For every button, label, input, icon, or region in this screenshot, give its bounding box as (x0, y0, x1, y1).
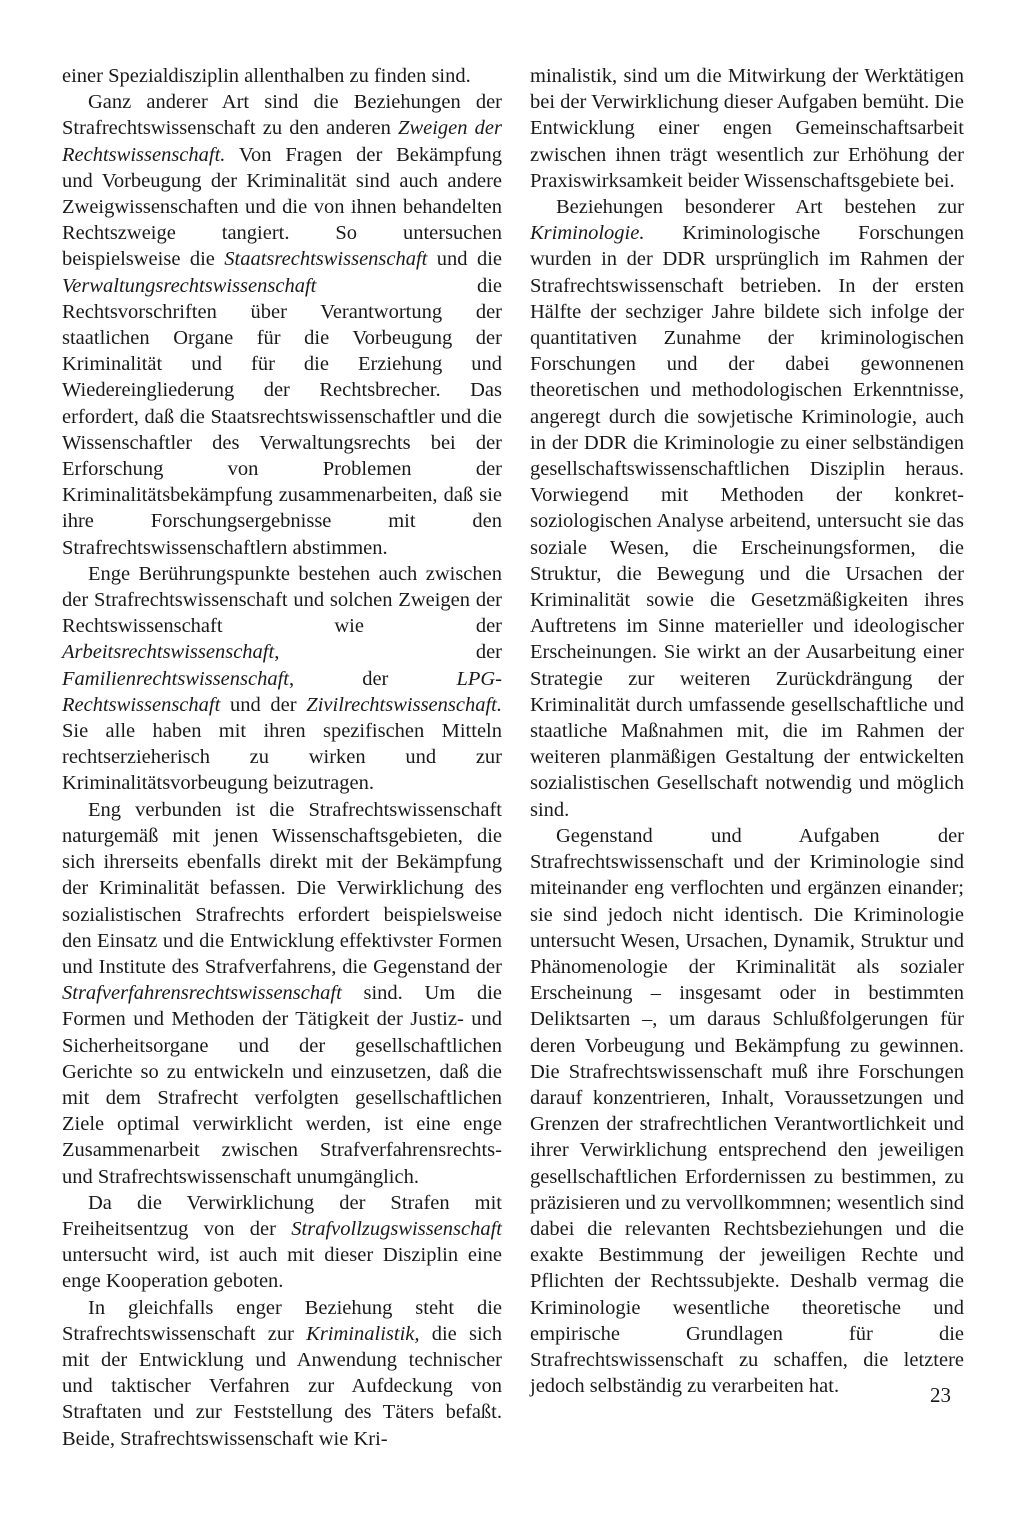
right-column (530, 63, 964, 1399)
left-column (62, 63, 502, 1452)
text-run: und der (220, 693, 307, 716)
text-run: In gleichfalls enger Beziehung steht die Strafrechtswissenschaft zur (62, 1296, 502, 1345)
text-run: die Rechtsvorschriften über Verantwortung der staatlichen Organe für die Vorbeugung der Kriminalität und für die Erziehung und Wiedereingliederung der Rechtsbrecher. Das erfordert, daß die Staatsrechtswissenschaftler und die Wissenschaftler des Verwaltungsrechts bei der Erforschung von Problemen der Kriminalitätsbekämpfung zusammenarbeiten, daß sie ihre Forschungsergebnisse mit den Strafrechtswissenschaftlern abstimmen. (62, 274, 502, 559)
paragraph (530, 823, 964, 1399)
text-run: Enge Berührungspunkte bestehen auch zwischen der Strafrechtswissenschaft und solchen Zweigen der Rechtswissenschaft wie der (62, 562, 502, 638)
text-run: Beziehungen besonderer Art bestehen zur (556, 196, 964, 219)
text-run: , der (274, 641, 502, 664)
text-run: und die (427, 248, 502, 271)
italic-term: Verwaltungsrechtswissenschaft (62, 274, 317, 297)
text-run: Eng verbunden ist die Strafrechtswissenschaft naturgemäß mit jenen Wissenschaftsgebieten, die sich ihrerseits ebenfalls direkt mit der Bekämpfung der Kriminalität befassen. Die Verwirklichung des sozialistischen Strafrechts erfordert beispielsweise den Einsatz und die Entwicklung effektivster Formen und Institute des Strafverfahrens, die Gegenstand der (62, 798, 502, 978)
italic-term: Kriminalistik, (306, 1322, 420, 1345)
italic-term: Staatsrechtswissenschaft (224, 248, 428, 271)
paragraph (530, 194, 964, 823)
paragraph (62, 1295, 502, 1452)
text-run: untersucht wird, ist auch mit dieser Disziplin eine enge Kooperation geboten. (62, 1244, 502, 1293)
italic-term: Zweigen der Rechtswissenschaft. (62, 117, 503, 166)
text-run: Gegenstand und Aufgaben der Strafrechtswissenschaft und der Kriminologie sind miteinander eng verflochten und ergänzen einander; sie sind jedoch nicht identisch. Die Kriminologie untersucht Wesen, Ursachen, Dynamik, Struktur und Phänomenologie der Kriminalität als sozialer Erscheinung – insgesamt oder in bestimmten Deliktsarten –, um daraus Schlußfolgerungen für deren Vorbeugung und Bekämpfung zu gewinnen. Die Strafrechtswissenschaft muß ihre Forschungen darauf konzentrieren, Inhalt, Voraussetzungen und Grenzen der strafrechtlichen Verantwortlichkeit und ihrer Verwirklichung entsprechend den jeweiligen gesellschaftlichen Erfordernissen zu bestimmen, zu präzisieren und zu vervollkommnen; wesentlich sind dabei die relevanten Rechtsbeziehungen und die exakte Bestimmung der jeweiligen Rechte und Pflichten der Rechtssubjekte. Deshalb vermag die Kriminologie wesentliche theoretische und empirische Grundlagen für die Strafrechtswissenschaft zu schaffen, die letztere jedoch selbständig zu verarbeiten hat. (530, 824, 964, 1398)
text-run: Von Fragen der Bekämpfung und Vorbeugung der Kriminalität sind auch andere Zweigwissenschaften und die von ihnen behandelten Rechtszweige tangiert. So untersuchen beispielsweise die (62, 143, 502, 271)
italic-term: LPG-Rechtswissenschaft (62, 667, 502, 716)
italic-term: Strafvollzugswissenschaft (291, 1217, 502, 1240)
paragraph (530, 63, 964, 194)
paragraph (62, 561, 502, 797)
text-run: Sie alle haben mit ihren spezifischen Mitteln rechtserzieherisch zu wirken und zur Kriminalitätsvorbeugung beizutragen. (62, 720, 502, 795)
paragraph (62, 63, 502, 89)
page-number: 23 (930, 1383, 951, 1407)
italic-term: Strafverfahrensrechtswissenschaft (62, 982, 342, 1005)
text-run: Ganz anderer Art sind die Beziehungen der Strafrechtswissenschaft zu den anderen (62, 91, 502, 140)
paragraph (62, 1190, 502, 1295)
text-run: einer Spezialdisziplin allenthalben zu finden sind. (62, 65, 471, 87)
text-run: sind. Um die Formen und Methoden der Tätigkeit der Justiz- und Sicherheitsorgane und der gesellschaftlichen Gerichte so zu entwickeln und einzusetzen, daß die mit dem Strafrecht verfolgten gesellschaftlichen Ziele optimal verwirklicht werden, ist eine enge Zusammenarbeit zwischen Strafverfahrensrechts- und Strafrechtswissenschaft unumgänglich. (62, 982, 502, 1188)
italic-term: Familienrechtswissenschaft (62, 667, 289, 690)
text-run: minalistik, sind um die Mitwirkung der Werktätigen bei der Verwirklichung dieser Aufgaben bemüht. Die Entwicklung einer engen Gemeinschaftsarbeit zwischen ihnen trägt wesentlich zur Erhöhung der Praxiswirksamkeit beider Wissenschaftsgebiete bei. (530, 65, 964, 192)
paragraph (62, 89, 502, 561)
italic-term: Zivilrechtswissenschaft. (306, 693, 502, 716)
text-run: die sich mit der Entwicklung und Anwendung technischer und taktischer Verfahren zur Aufdeckung von Straftaten und zur Feststellung des Täters befaßt. Beide, Strafrechtswissenschaft wie Kri- (62, 1322, 502, 1450)
text-run: Da die Verwirklichung der Strafen mit Freiheitsentzug von der (62, 1191, 502, 1240)
italic-term: Kriminologie. (530, 222, 645, 245)
paragraph (62, 797, 502, 1190)
text-run: Kriminologische Forschungen wurden in der DDR ursprünglich im Rahmen der Strafrechtswissenschaft betrieben. In der ersten Hälfte der sechziger Jahre bildete sich infolge der quantitativen Zunahme der kriminologischen Forschungen und der dabei gewonnenen theoretischen und methodologischen Erkenntnisse, angeregt durch die sowjetische Kriminologie, auch in der DDR die Kriminologie zu einer selbständigen gesellschaftswissenschaftlichen Disziplin heraus. Vorwiegend mit Methoden der konkret-soziologischen Analyse arbeitend, untersucht sie das soziale Wesen, die Erscheinungsformen, die Struktur, die Bewegung und die Ursachen der Kriminalität sowie die Gesetzmäßigkeiten ihres Auftretens im Sinne materieller und ideologischer Erscheinungen. Sie wirkt an der Ausarbeitung einer Strategie zur weiteren Zurückdrängung der Kriminalität durch umfassende gesellschaftliche und staatliche Maßnahmen mit, die im Rahmen der weiteren planmäßigen Gestaltung der entwickelten sozialistischen Gesellschaft notwendig und möglich sind. (530, 222, 964, 821)
italic-term: Arbeitsrechtswissenschaft (62, 641, 275, 664)
text-run: , der (289, 667, 457, 690)
